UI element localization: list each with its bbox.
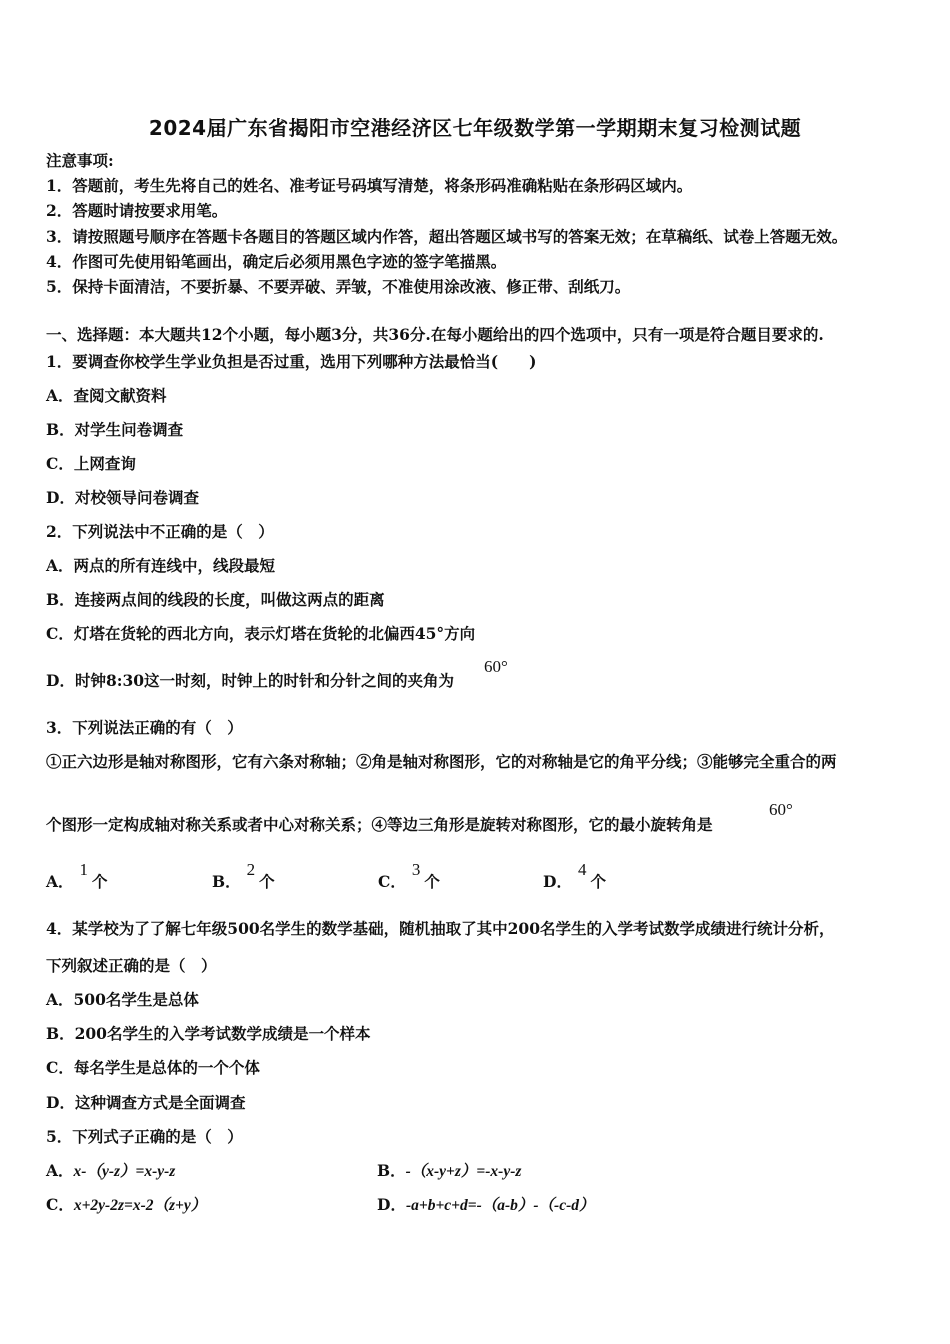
- q3-option-d: D．4个: [543, 860, 606, 891]
- q2-option-a: A．两点的所有连线中，线段最短: [46, 556, 276, 575]
- notice-item: 4．作图可先使用铅笔画出，确定后必须用黑色字迹的签字笔描黑。: [46, 252, 507, 271]
- notice-item: 5．保持卡面清洁，不要折暴、不要弄破、弄皱，不准使用涂改液、修正带、刮纸刀。: [46, 277, 631, 296]
- q2-option-d: D．时钟8:30这一时刻，时钟上的时针和分针之间的夹角为: [46, 671, 455, 690]
- q1-stem: 1．要调查你校学生学业负担是否过重，选用下列哪种方法最恰当( ): [46, 352, 537, 371]
- q2-option-c: C．灯塔在货轮的西北方向，表示灯塔在货轮的北偏西45°方向: [46, 624, 476, 643]
- page-title: 2024届广东省揭阳市空港经济区七年级数学第一学期期末复习检测试题: [148, 116, 802, 140]
- section-heading: 一、选择题：本大题共12个小题，每小题3分，共36分.在每小题给出的四个选项中，只有一项是符合题目要求的.: [46, 325, 824, 344]
- notice-item: 2．答题时请按要求用笔。: [46, 201, 228, 220]
- q2-stem: 2．下列说法中不正确的是（ ）: [46, 522, 274, 541]
- notice-item: 1．答题前，考生先将自己的姓名、准考证号码填写清楚，将条形码准确粘贴在条形码区域内。: [46, 176, 693, 195]
- q3-option-b: B．2个: [212, 860, 275, 891]
- notice-item: 3．请按照题号顺序在答题卡各题目的答题区域内作答，超出答题区域书写的答案无效；在草稿纸、试卷上答题无效。: [46, 227, 848, 246]
- q3-text-line-1: ①正六边形是轴对称图形，它有六条对称轴；②角是轴对称图形，它的对称轴是它的角平分线；③能够完全重合的两: [46, 752, 837, 771]
- notice-heading: 注意事项:: [46, 151, 114, 170]
- q5-option-d: D．-a+b+c+d=-（a-b）-（-c-d）: [377, 1195, 595, 1214]
- q3-option-a: A．1个: [46, 860, 108, 891]
- q1-option-c: C．上网查询: [46, 454, 136, 473]
- q4-option-d: D．这种调查方式是全面调查: [46, 1093, 246, 1112]
- q4-option-b: B．200名学生的入学考试数学成绩是一个样本: [46, 1024, 371, 1043]
- q4-option-a: A．500名学生是总体: [46, 990, 199, 1009]
- q3-text-line-2: 个图形一定构成轴对称关系或者中心对称关系；④等边三角形是旋转对称图形，它的最小旋转角是: [46, 815, 713, 834]
- q5-option-b: B．-（x-y+z）=-x-y-z: [377, 1161, 522, 1180]
- q2-angle-value: 60°: [484, 657, 508, 676]
- q4-stem-line-1: 4．某学校为了了解七年级500名学生的数学基础，随机抽取了其中200名学生的入学考试数学成绩进行统计分析，: [46, 919, 835, 938]
- q1-option-a: A．查阅文献资料: [46, 386, 167, 405]
- q4-option-c: C．每名学生是总体的一个个体: [46, 1058, 260, 1077]
- q1-option-b: B．对学生问卷调查: [46, 420, 184, 439]
- q1-option-d: D．对校领导问卷调查: [46, 488, 199, 507]
- q5-option-c: C．x+2y-2z=x-2（z+y）: [46, 1195, 207, 1214]
- q5-stem: 5．下列式子正确的是（ ）: [46, 1127, 243, 1146]
- q3-option-c: C．3个: [378, 860, 440, 891]
- q4-stem-line-2: 下列叙述正确的是（ ）: [46, 956, 217, 975]
- q3-stem: 3．下列说法正确的有（ ）: [46, 718, 243, 737]
- q3-angle-value: 60°: [769, 800, 793, 819]
- q5-option-a: A．x-（y-z）=x-y-z: [46, 1161, 176, 1180]
- q2-option-b: B．连接两点间的线段的长度，叫做这两点的距离: [46, 590, 385, 609]
